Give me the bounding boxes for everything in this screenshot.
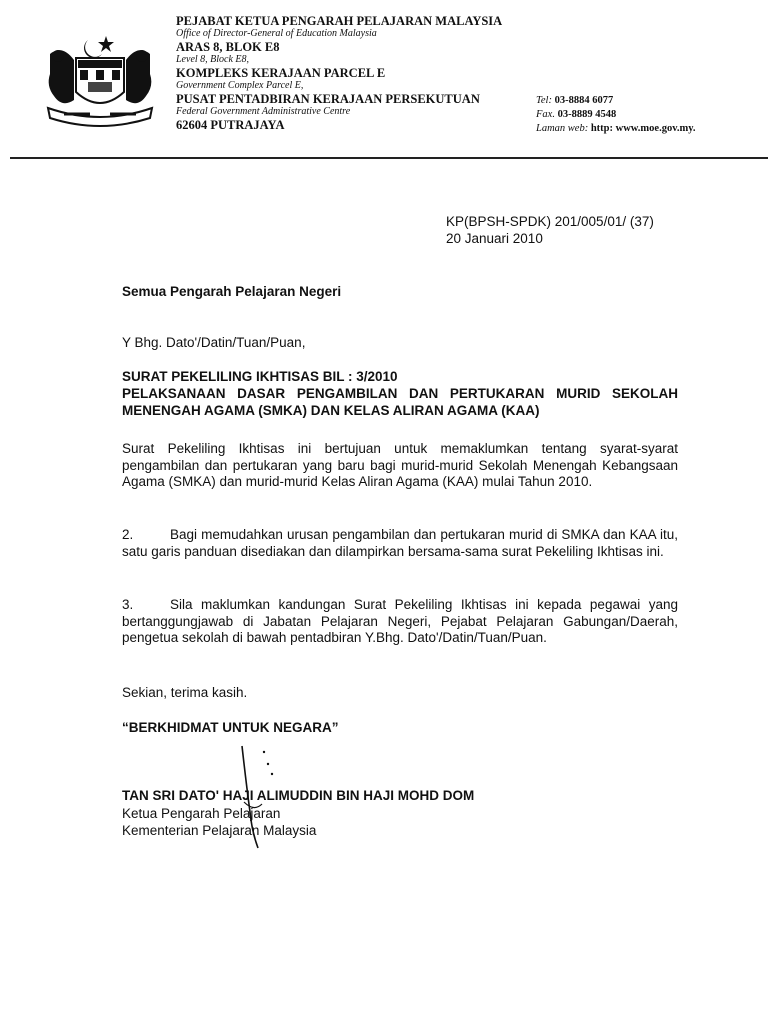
website-line: Laman web: http: www.moe.gov.my.: [536, 123, 696, 134]
letterhead-line: Office of Director-General of Education Malaysia: [176, 28, 377, 39]
malaysia-coat-of-arms-icon: [40, 30, 160, 130]
letter-date: 20 Januari 2010: [446, 231, 543, 246]
fax-line: Fax. 03-8889 4548: [536, 109, 617, 120]
letterhead-line: KOMPLEKS KERAJAAN PARCEL E: [176, 66, 386, 80]
subject-line-2: PELAKSANAAN DASAR PENGAMBILAN DAN PERTUKARAN MURID SEKOLAH MENENGAH AGAMA (SMKA) DAN KELAS ALIRAN AGAMA (KAA): [122, 386, 678, 418]
reference-block: [446, 213, 654, 247]
letterhead-contact: [536, 94, 696, 136]
subject-line-1: SURAT PEKELILING IKHTISAS BIL : 3/2010: [122, 369, 398, 384]
letterhead-line: PUSAT PENTADBIRAN KERAJAAN PERSEKUTUAN: [176, 92, 480, 106]
letterhead-line: 62604 PUTRAJAYA: [176, 118, 285, 132]
paragraph-2-text: Bagi memudahkan urusan pengambilan dan pertukaran murid di SMKA dan KAA itu, satu garis panduan disediakan dan dilampirkan bersama-sama surat Pekeliling Ikhtisas ini.: [122, 527, 678, 559]
letterhead: [176, 14, 516, 132]
motto: “BERKHIDMAT UNTUK NEGARA”: [122, 720, 339, 735]
salutation: Y Bhg. Dato'/Datin/Tuan/Puan,: [122, 335, 306, 350]
signatory-title: Ketua Pengarah Pelajaran: [122, 806, 281, 821]
letterhead-line: Level 8, Block E8,: [176, 54, 250, 65]
paragraph-3-text: Sila maklumkan kandungan Surat Pekeliling Ikhtisas ini kepada pegawai yang bertanggungjawab di Jabatan Pelajaran Negeri, Pejabat Pelajaran Gabungan/Daerah, pengetua sekolah di bawah pentadbiran Y.Bhg. Dato'/Datin/Tuan/Puan.: [122, 597, 678, 645]
letterhead-line: Government Complex Parcel E,: [176, 80, 304, 91]
letterhead-line: Federal Government Administrative Centre: [176, 106, 351, 117]
paragraph-3-number: 3.: [122, 597, 134, 612]
paragraph-1: Surat Pekeliling Ikhtisas ini bertujuan untuk memaklumkan tentang syarat-syarat pengambilan dan pertukaran yang baru bagi murid-murid Sekolah Menengah Kebangsaan Agama (SMKA) dan murid-murid Kelas Aliran Agama (KAA) mulai Tahun 2010.: [122, 441, 678, 489]
letterhead-line: ARAS 8, BLOK E8: [176, 40, 280, 54]
telephone-line: Tel: 03-8884 6077: [536, 95, 614, 106]
paragraph-2-number: 2.: [122, 527, 134, 542]
reference-number: KP(BPSH-SPDK) 201/005/01/ (37): [446, 214, 654, 229]
letterhead-divider: [10, 157, 768, 159]
paragraph-3: [122, 597, 678, 647]
addressee: Semua Pengarah Pelajaran Negeri: [122, 284, 342, 299]
closing: Sekian, terima kasih.: [122, 685, 248, 700]
letterhead-line: PEJABAT KETUA PENGARAH PELAJARAN MALAYSIA: [176, 14, 503, 28]
signatory-name: TAN SRI DATO' HAJI ALIMUDDIN BIN HAJI MOHD DOM: [122, 788, 475, 803]
paragraph-2: [122, 527, 678, 560]
signatory-organisation: Kementerian Pelajaran Malaysia: [122, 823, 317, 838]
